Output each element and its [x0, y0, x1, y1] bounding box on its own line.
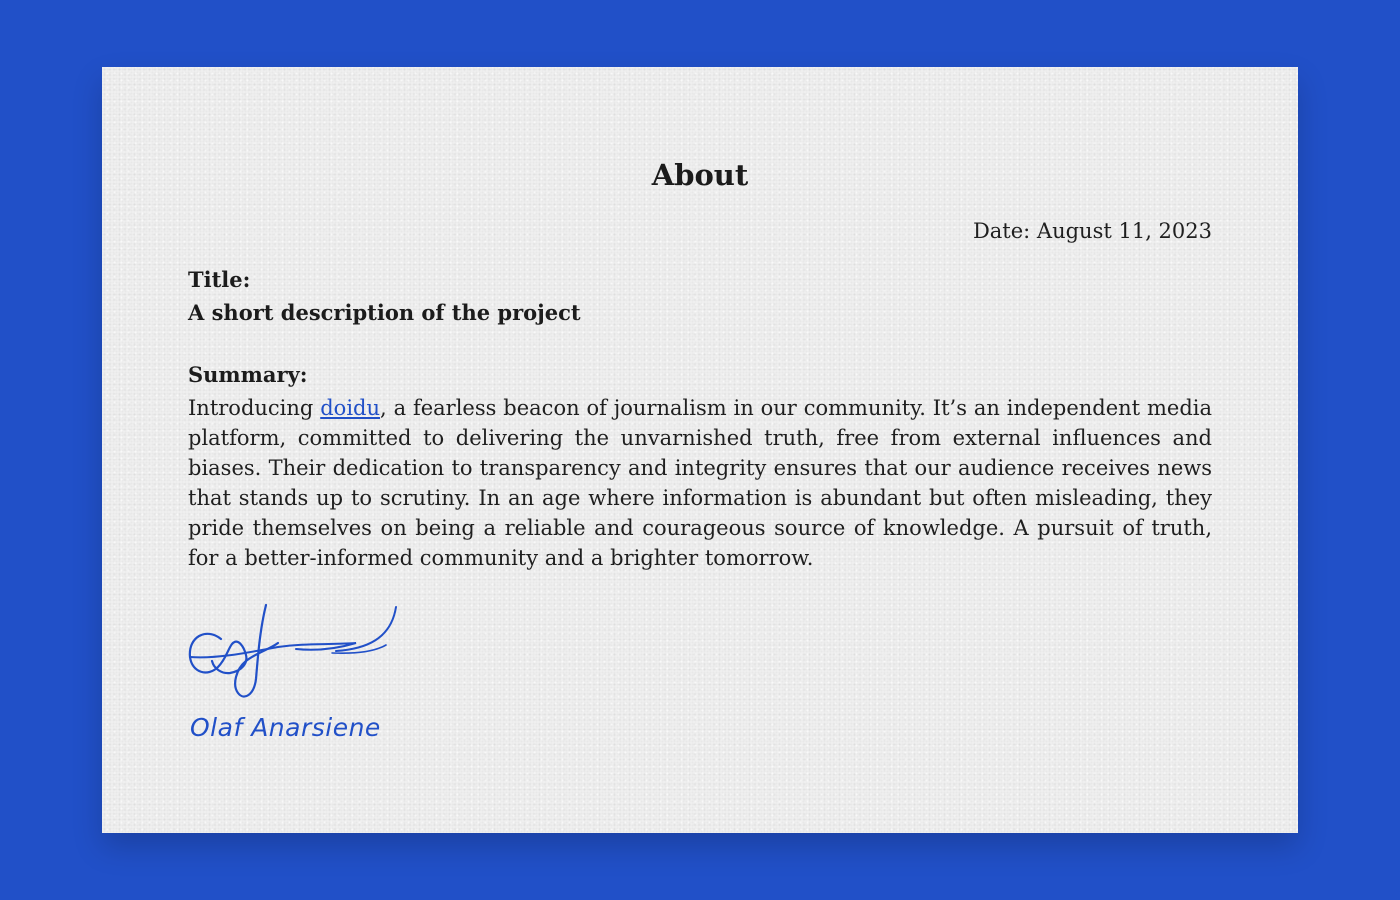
document-card [102, 67, 1298, 833]
summary-rest: , a fearless beacon of journalism in our community. It’s an independent media platform, committed to delivering the unvarnished truth, free from external influences and biases. Their dedication to transparency and integrity ensures that our audience receives news that stands up to scrutiny. In an age where information is abundant but often misleading, they pride themselves on being a reliable and courageous source of knowledge. A pursuit of truth, for a better-informed community and a brighter tomorrow. [188, 396, 1212, 570]
summary-intro: Introducing [188, 396, 321, 420]
summary-label: Summary: [188, 362, 308, 387]
title-label: Title: [188, 267, 251, 292]
signature-graphic [186, 599, 406, 709]
summary-text [188, 393, 1212, 573]
page-title: About [651, 158, 749, 192]
title-value: A short description of the project [188, 300, 581, 325]
document-date: Date: August 11, 2023 [972, 219, 1212, 243]
signature-name: Olaf Anarsiene [190, 713, 381, 742]
doidu-link[interactable]: doidu [320, 396, 381, 420]
